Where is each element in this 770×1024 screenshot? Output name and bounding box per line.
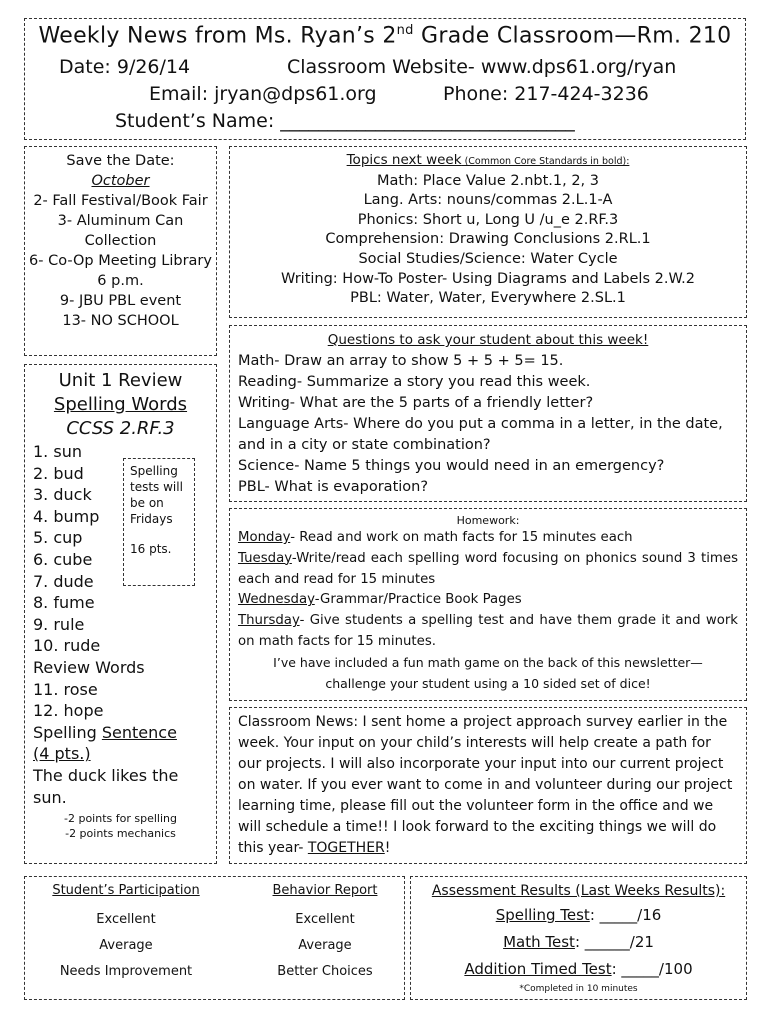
question-line: PBL- What is evaporation? <box>238 479 429 495</box>
topic-line: Lang. Arts: nouns/commas 2.L.1-A <box>363 192 613 209</box>
student-name-line: Student’s Name: _______________________________ <box>115 110 575 132</box>
spelling-box <box>24 364 217 864</box>
homework-tuesday: Tuesday-Write/read each spelling word focusing on phonics sound 3 times each and read for 15 minutes <box>238 550 738 587</box>
newsletter-date: Date: 9/26/14 <box>59 56 191 78</box>
event-item: 6- Co-Op Meeting Library 6 p.m. <box>29 253 212 289</box>
event-item: 3- Aluminum Can Collection <box>57 213 184 249</box>
behavior-option: Better Choices <box>277 964 373 979</box>
spelling-sentence-label: Spelling Sentence <box>33 722 177 742</box>
points-mechanics: -2 points mechanics <box>65 827 176 841</box>
participation-option: Average <box>99 938 153 953</box>
teacher-email: Email: jryan@dps61.org <box>149 83 377 105</box>
review-word: 11. rose <box>33 679 98 699</box>
participation-column <box>31 883 221 979</box>
homework-heading: Homework: <box>456 514 520 527</box>
newsletter-title: Weekly News from Ms. Ryan’s 2nd Grade Classroom—Rm. 210 <box>38 23 732 49</box>
spelling-word: 8. fume <box>33 593 95 613</box>
spelling-word: 9. rule <box>33 614 85 634</box>
behavior-column <box>255 883 395 979</box>
assessment-box <box>410 876 747 1000</box>
spelling-word: 7. dude <box>33 571 94 591</box>
topics-heading: Topics next week (Common Core Standards in bold): <box>346 152 630 168</box>
topic-line: Social Studies/Science: Water Cycle <box>358 250 618 267</box>
question-line: Language Arts- Where do you put a comma in a letter, in the date, and in a city or state combination? <box>238 416 723 453</box>
topic-line: Writing: How-To Poster- Using Diagrams and Labels 2.W.2 <box>281 270 695 287</box>
topic-line: Phonics: Short u, Long U /u_e 2.RF.3 <box>357 211 619 228</box>
homework-note-line: I’ve have included a fun math game on the back of this newsletter— <box>273 654 703 670</box>
participation-behavior-box <box>24 876 405 1000</box>
spelling-sentence-points: (4 pts.) <box>33 744 91 764</box>
points-spelling: -2 points for spelling <box>64 812 177 826</box>
spelling-test-note-text: Spelling tests will be on Fridays <box>130 464 183 526</box>
save-the-date-title: Save the Date: <box>66 153 175 169</box>
newsletter-header <box>24 18 746 140</box>
classroom-news-end: ! <box>384 840 391 856</box>
homework-box <box>229 508 747 701</box>
spelling-test-note <box>123 458 195 586</box>
spelling-test-points: 16 pts. <box>130 542 172 556</box>
question-line: Reading- Summarize a story you read this week. <box>238 374 591 390</box>
spelling-sentence: The duck likes the sun. <box>33 765 179 807</box>
topic-line: PBL: Water, Water, Everywhere 2.SL.1 <box>350 290 626 307</box>
questions-box <box>229 325 747 502</box>
assessment-heading: Assessment Results (Last Weeks Results): <box>431 883 726 899</box>
topic-line: Comprehension: Drawing Conclusions 2.RL.1 <box>325 231 651 248</box>
spelling-word: 1. sun <box>33 442 82 461</box>
participation-option: Excellent <box>96 912 156 927</box>
homework-note-line: challenge your student using a 10 sided set of dice! <box>325 675 651 691</box>
spelling-words-title: Spelling Words <box>53 394 188 415</box>
save-the-date-month: October <box>91 173 150 189</box>
homework-wednesday: Wednesday-Grammar/Practice Book Pages <box>238 592 522 608</box>
event-item: 9- JBU PBL event <box>59 293 182 309</box>
teacher-phone: Phone: 217-424-3236 <box>443 83 649 105</box>
save-the-date-box <box>24 146 217 356</box>
spelling-word: 4. bump <box>33 506 100 526</box>
event-item: 2- Fall Festival/Book Fair <box>33 193 208 209</box>
question-line: Writing- What are the 5 parts of a friendly letter? <box>238 395 594 411</box>
review-word: 12. hope <box>33 701 104 721</box>
spelling-standard: CCSS 2.RF.3 <box>66 418 175 439</box>
homework-monday: Monday- Read and work on math facts for 15 minutes each <box>238 530 633 545</box>
spelling-word: 5. cup <box>33 528 83 548</box>
topic-line: Math: Place Value 2.nbt.1, 2, 3 <box>377 172 599 189</box>
behavior-option: Average <box>298 938 352 953</box>
unit-title: Unit 1 Review <box>58 370 183 391</box>
spelling-word: 2. bud <box>33 463 84 483</box>
spelling-test-score: Spelling Test: _____/16 <box>495 906 662 924</box>
question-line: Math- Draw an array to show 5 + 5 + 5= 15. <box>238 353 564 369</box>
addition-test-score: Addition Timed Test: _____/100 <box>464 960 693 978</box>
question-line: Science- Name 5 things you would need in an emergency? <box>238 458 665 474</box>
questions-heading: Questions to ask your student about this week! <box>327 332 649 348</box>
spelling-word: 10. rude <box>33 636 101 656</box>
behavior-heading: Behavior Report <box>272 883 378 898</box>
participation-heading: Student’s Participation <box>52 883 200 898</box>
classroom-news-box <box>229 707 747 864</box>
topics-box <box>229 146 747 318</box>
review-words-label: Review Words <box>33 657 145 677</box>
behavior-option: Excellent <box>295 912 355 927</box>
spelling-word: 6. cube <box>33 549 93 569</box>
classroom-news-text: Classroom News: I sent home a project approach survey earlier in the week. Your input on your child’s interests will help create a path for our projects. I will also incorporate your input into our current project on water. If you ever want to come in and volunteer during our project learning time, please fill out the volunteer form in the office and we will schedule a time!! I look forward to the exciting things we will do this year- <box>238 714 733 856</box>
classroom-website: Classroom Website- www.dps61.org/ryan <box>287 56 677 78</box>
assessment-note: *Completed in 10 minutes <box>519 984 638 994</box>
math-test-score: Math Test: ______/21 <box>503 933 654 951</box>
spelling-word: 3. duck <box>33 485 92 505</box>
event-item: 13- NO SCHOOL <box>62 313 179 329</box>
classroom-news-emphasis: TOGETHER <box>307 840 385 856</box>
homework-thursday: Thursday- Give students a spelling test and have them grade it and work on math facts for 15 minutes. <box>238 613 738 649</box>
participation-option: Needs Improvement <box>59 964 193 979</box>
